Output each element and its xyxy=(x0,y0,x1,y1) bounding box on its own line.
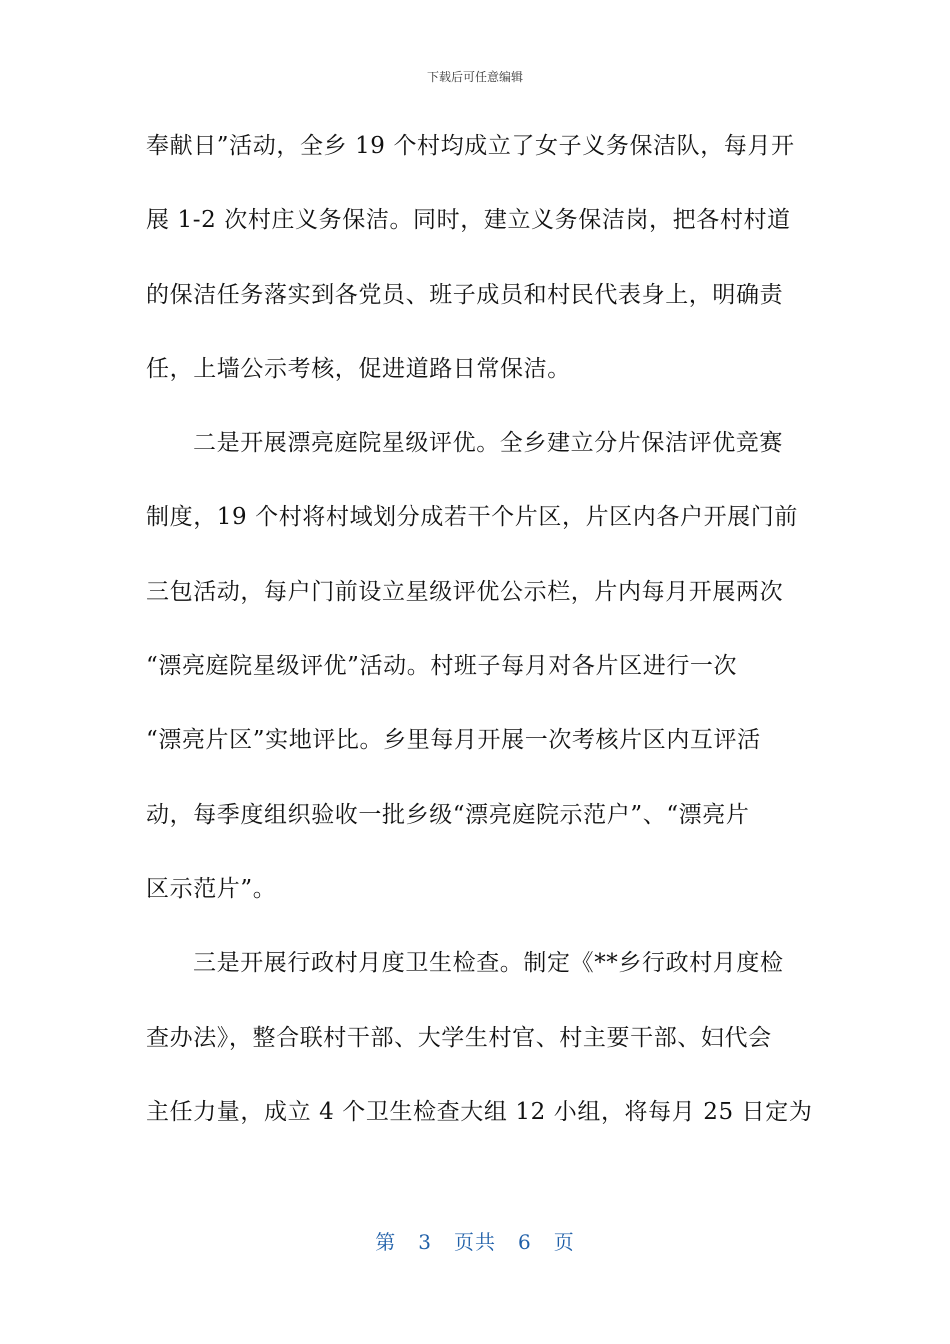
text-line: 展 1-2 次村庄义务保洁。同时，建立义务保洁岗，把各村村道 xyxy=(146,207,791,234)
text-line: “漂亮片区”实地评比。乡里每月开展一次考核片区内互评活 xyxy=(146,727,761,754)
text-line: 制度，19 个村将村域划分成若干个片区，片区内各户开展门前 xyxy=(146,504,798,531)
page-label-middle: 页共 xyxy=(454,1230,496,1254)
text-line: “漂亮庭院星级评优”活动。村班子每月对各片区进行一次 xyxy=(146,653,738,680)
text-line: 动，每季度组织验收一批乡级“漂亮庭院示范户”、“漂亮片 xyxy=(146,801,750,828)
text-line: 三包活动，每户门前设立星级评优公示栏，片内每月开展两次 xyxy=(146,578,784,605)
text-line: 任，上墙公示考核，促进道路日常保洁。 xyxy=(146,355,571,382)
current-page-number: 3 xyxy=(418,1230,432,1254)
page-label-prefix: 第 xyxy=(375,1230,397,1254)
text-line: 区示范片”。 xyxy=(146,875,277,902)
total-pages-number: 6 xyxy=(518,1230,532,1254)
page-label-suffix: 页 xyxy=(553,1230,575,1254)
text-line: 的保洁任务落实到各党员、班子成员和村民代表身上，明确责 xyxy=(146,281,784,308)
paragraph-start-line: 二是开展漂亮庭院星级评优。全乡建立分片保洁评优竞赛 xyxy=(193,430,783,457)
paragraph-start-line: 三是开展行政村月度卫生检查。制定《**乡行政村月度检 xyxy=(193,950,784,977)
header-note: 下载后可任意编辑 xyxy=(426,70,523,84)
text-line: 主任力量，成立 4 个卫生检查大组 12 小组，将每月 25 日定为 xyxy=(146,1098,813,1125)
page-footer xyxy=(0,1226,950,1255)
text-line: 查办法》，整合联村干部、大学生村官、村主要干部、妇代会 xyxy=(146,1024,772,1051)
text-line: 奉献日”活动，全乡 19 个村均成立了女子义务保洁队，每月开 xyxy=(146,133,795,159)
document-body xyxy=(146,128,813,1168)
